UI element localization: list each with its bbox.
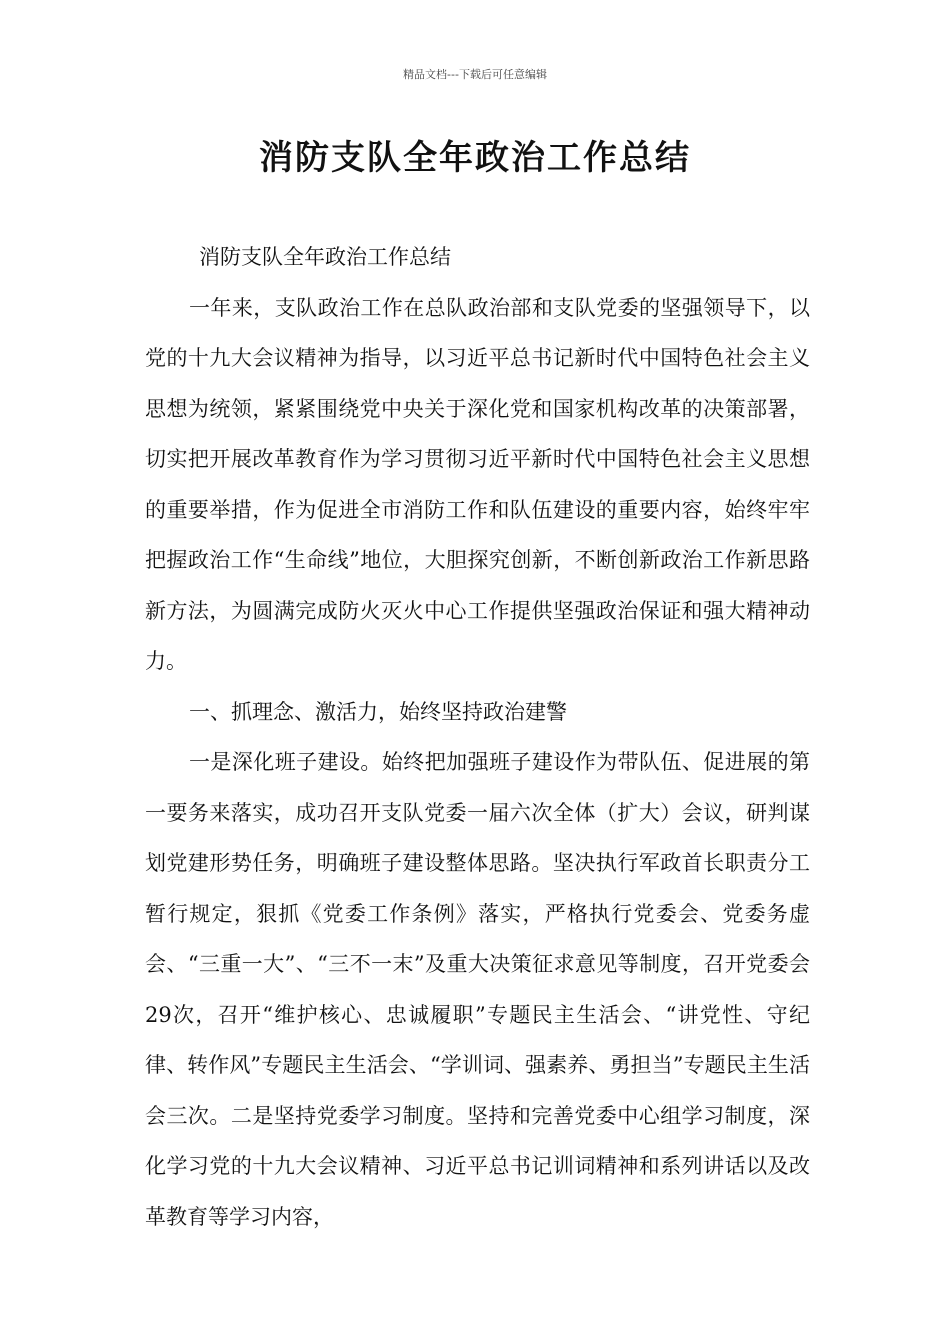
document-body (145, 232, 810, 1242)
header-note: 精品文档---下载后可任意编辑 (403, 68, 547, 81)
paragraph-intro: 一年来，支队政治工作在总队政治部和支队党委的坚强领导下，以党的十九大会议精神为指导，以习近平总书记新时代中国特色社会主义思想为统领，紧紧围绕党中央关于深化党和国家机构改革的决策部署，切实把开展改革教育作为学习贯彻习近平新时代中国特色社会主义思想的重要举措，作为促进全市消防工作和队伍建设的重要内容，始终牢牢把握政治工作“生命线”地位，大胆探究创新，不断创新政治工作新思路新方法，为圆满完成防火灭火中心工作提供坚强政治保证和强大精神动力。 (145, 295, 810, 673)
document-title: 消防支队全年政治工作总结 (259, 138, 691, 178)
paragraph-team-building: 一是深化班子建设。始终把加强班子建设作为带队伍、促进展的第一要务来落实，成功召开支队党委一届六次全体（扩大）会议，研判谋划党建形势任务，明确班子建设整体思路。坚决执行军政首长职责分工暂行规定，狠抓《党委工作条例》落实，严格执行党委会、党委务虚会、“三重一大”、“三不一末”及重大决策征求意见等制度，召开党委会29次，召开“维护核心、忠诚履职”专题民主生活会、“讲党性、守纪律、转作风”专题民主生活会、“学训词、强素养、勇担当”专题民主生活会三次。二是坚持党委学习制度。坚持和完善党委中心组学习制度，深化学习党的十九大会议精神、习近平总书记训词精神和系列讲话以及改革教育等学习内容， (145, 750, 810, 1229)
document-subtitle: 消防支队全年政治工作总结 (199, 245, 451, 269)
section-heading: 一、抓理念、激活力，始终坚持政治建警 (189, 699, 567, 724)
